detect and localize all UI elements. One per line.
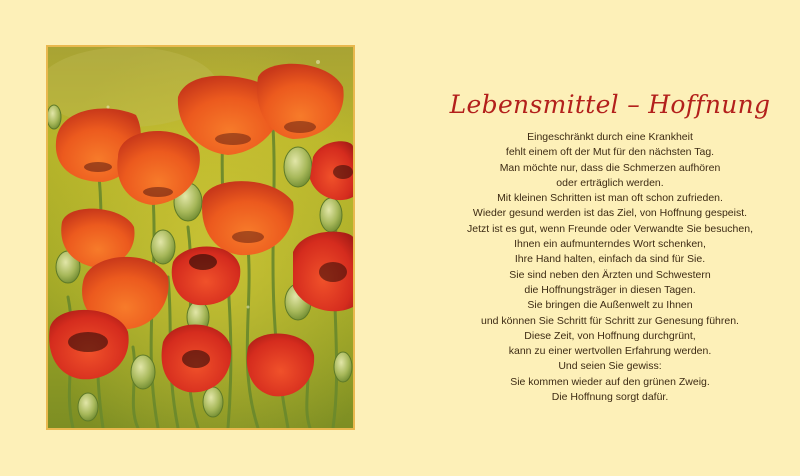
poem-line: und können Sie Schritt für Schritt zur Genesung führen. <box>481 314 739 327</box>
poem-line: fehlt einem oft der Mut für den nächsten Tag. <box>505 146 715 159</box>
poem-line: Sie bringen die Außenwelt zu Ihnen <box>527 299 693 312</box>
poem-line: Diese Zeit, von Hoffnung durchgrünt, <box>524 329 696 342</box>
poem-line: kann zu einer wertvollen Erfahrung werden. <box>508 345 712 358</box>
poem-line: Sie sind neben den Ärzten und Schwestern <box>509 268 711 281</box>
poppy-flowers-image <box>48 47 353 428</box>
poem-line: die Hoffnungsträger in diesen Tagen. <box>524 283 696 296</box>
poem-line: Man möchte nur, dass die Schmerzen aufhören <box>499 161 721 174</box>
poem-line: Eingeschränkt durch eine Krankheit <box>527 131 693 143</box>
poem-line: Wieder gesund werden ist das Ziel, von Hoffnung gespeist. <box>472 207 748 220</box>
poem-body <box>440 130 780 405</box>
poem-line: Die Hoffnung sorgt dafür. <box>551 391 669 404</box>
poem-line: Mit kleinen Schritten ist man oft schon zufrieden. <box>497 192 723 205</box>
poem-line: oder erträglich werden. <box>556 176 664 189</box>
poem-line: Ihre Hand halten, einfach da sind für Sie. <box>514 253 706 266</box>
poem-line: Jetzt ist es gut, wenn Freunde oder Verwandte Sie besuchen, <box>466 222 753 235</box>
poem-text-block <box>440 88 780 405</box>
poem-line: Ihnen ein aufmunterndes Wort schenken, <box>514 238 706 251</box>
poppy-painting <box>46 45 355 430</box>
poem-line: Sie kommen wieder auf den grünen Zweig. <box>510 375 710 388</box>
poem-line: Und seien Sie gewiss: <box>558 360 662 373</box>
poem-title: Lebensmittel – Hoffnung <box>449 90 771 119</box>
